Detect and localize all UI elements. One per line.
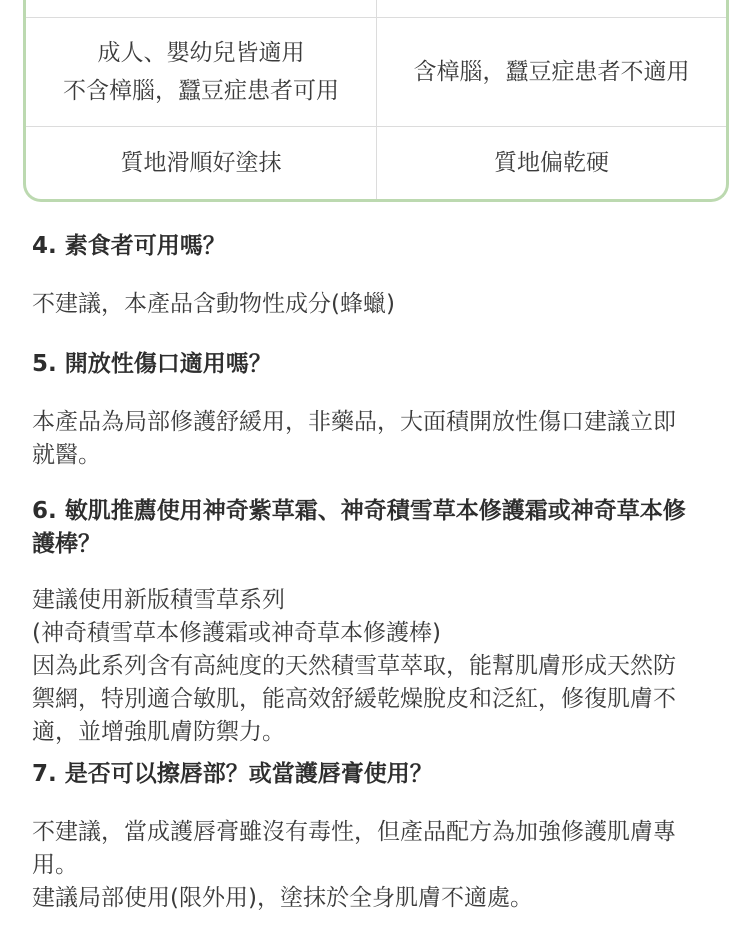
- faq-answer-5: 本產品為局部修護舒緩用，非藥品，大面積開放性傷口建議立即 就醫。: [32, 409, 676, 468]
- cell-text: 不含樟腦，蠶豆症患者可用: [63, 77, 339, 104]
- table-cell-left: [26, 0, 377, 17]
- cell-text: 成人、嬰幼兒皆適用: [97, 39, 305, 66]
- comparison-table: [23, 0, 729, 202]
- table-cell-right: [377, 0, 726, 17]
- table-row: [26, 126, 726, 199]
- cell-text: 質地滑順好塗抹: [120, 149, 282, 176]
- faq-answer-4: 不建議，本產品含動物性成分(蜂蠟): [32, 291, 395, 317]
- faq-question-7: 7. 是否可以擦唇部？或當護唇膏使用？: [32, 761, 433, 787]
- cell-text: 含樟腦，蠶豆症患者不適用: [413, 58, 690, 85]
- faq-question-5: 5. 開放性傷口適用嗎？: [32, 351, 272, 377]
- table-cell-right: [377, 126, 726, 199]
- faq-question-6: 6. 敏肌推薦使用神奇紫草霜、神奇積雪草本修護霜或神奇草本修 護棒？: [32, 498, 686, 557]
- faq-question-4: 4. 素食者可用嗎？: [32, 233, 226, 259]
- table-cell-left: [26, 126, 377, 199]
- table-cell-left: [26, 17, 377, 126]
- faq-answer-6: 建議使用新版積雪草系列 (神奇積雪草本修護霜或神奇草本修護棒) 因為此系列含有高純度的天然積雪草萃取，能幫肌膚形成天然防 禦網，特別適合敏肌，能高效舒緩乾燥脫皮和泛紅，修復肌膚不 適，並增強肌膚防禦力。: [32, 587, 676, 745]
- faq-answer-7: 不建議，當成護唇膏雖沒有毒性，但產品配方為加強修護肌膚專 用。 建議局部使用(限外用)，塗抹於全身肌膚不適處。: [32, 819, 676, 911]
- table-row: [26, 0, 726, 18]
- table-row: [26, 17, 726, 127]
- cell-text: 質地偏乾硬: [494, 149, 609, 176]
- table-cell-right: [377, 17, 726, 126]
